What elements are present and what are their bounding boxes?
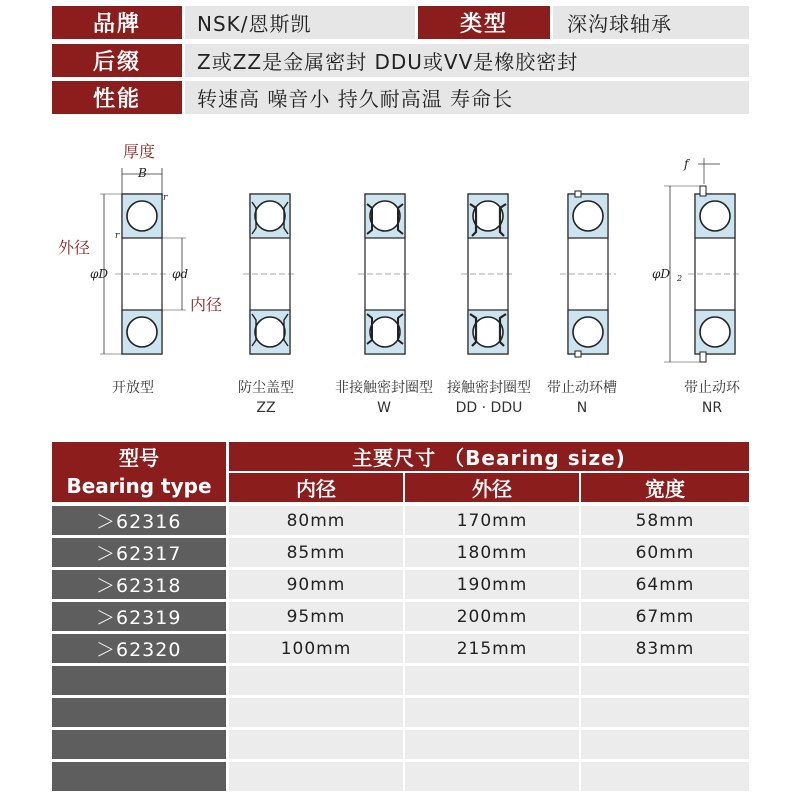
caption-ddu: 接触密封圈型 DD · DDU (447, 380, 531, 416)
row-type: ＞62318 (52, 570, 226, 599)
bearing-ddu-type (461, 194, 515, 354)
performance-value: 转速高 噪音小 持久耐高温 寿命长 (185, 81, 749, 114)
row-width: 67mm (581, 602, 749, 631)
empty-cell (581, 762, 749, 791)
empty-cell (581, 666, 749, 695)
empty-cell (581, 698, 749, 727)
row-width: 64mm (581, 570, 749, 599)
empty-cell (229, 730, 403, 759)
svg-text:2: 2 (677, 274, 683, 283)
row-type: ＞62316 (52, 506, 226, 535)
type-label: 类型 (418, 6, 550, 39)
empty-cell (581, 730, 749, 759)
row-inner: 100mm (229, 634, 403, 663)
caption-open: 开放型 (112, 380, 154, 396)
row-inner: 80mm (229, 506, 403, 535)
bearing-n-type (560, 191, 616, 357)
suffix-value: Z或ZZ是金属密封 DDU或VV是橡胶密封 (185, 44, 749, 77)
brand-label: 品牌 (52, 6, 182, 39)
caption-nr: 带止动环 NR (684, 380, 740, 416)
empty-cell (229, 666, 403, 695)
row-inner: 85mm (229, 538, 403, 567)
bearing-w-type (358, 194, 412, 354)
empty-cell (405, 762, 579, 791)
dim-f: f (684, 157, 689, 171)
row-type: ＞62317 (52, 538, 226, 567)
info-row-brand (52, 6, 749, 39)
outer-diameter-label: 外径 (58, 238, 91, 257)
col-inner-header: 内径 (229, 473, 403, 502)
svg-text:r: r (163, 193, 168, 203)
caption-w: 非接触密封圈型 W (335, 380, 433, 416)
empty-cell (52, 730, 226, 759)
col-outer-header: 外径 (405, 473, 579, 502)
dim-phiD2: φD (652, 267, 671, 281)
suffix-label: 后缀 (52, 44, 182, 77)
brand-value: NSK/恩斯凯 (185, 6, 415, 39)
row-width: 83mm (581, 634, 749, 663)
main-size-header: 主要尺寸 （Bearing size) (229, 442, 749, 471)
col-width-header: 宽度 (581, 473, 749, 502)
row-outer: 170mm (405, 506, 579, 535)
inner-diameter-label: 内径 (190, 295, 223, 314)
info-row-suffix (52, 44, 749, 77)
empty-cell (52, 666, 226, 695)
row-inner: 90mm (229, 570, 403, 599)
row-width: 60mm (581, 538, 749, 567)
row-type: ＞62320 (52, 634, 226, 663)
empty-cell (405, 698, 579, 727)
dim-phid: φd (172, 267, 189, 281)
empty-cell (229, 698, 403, 727)
empty-cell (405, 730, 579, 759)
svg-text:r: r (115, 231, 120, 241)
row-outer: 215mm (405, 634, 579, 663)
caption-n: 带止动环槽 N (547, 380, 617, 416)
type-value: 深沟球轴承 (553, 6, 749, 39)
dim-B: B (138, 166, 147, 180)
bearing-zz-type (243, 194, 297, 354)
row-outer: 190mm (405, 570, 579, 599)
row-inner: 95mm (229, 602, 403, 631)
dim-phiD: φD (90, 267, 109, 281)
col-type-header: 型号 Bearing type (52, 442, 226, 502)
row-type: ＞62319 (52, 602, 226, 631)
bearing-nr-type (652, 157, 742, 362)
info-row-performance (52, 81, 749, 114)
row-outer: 180mm (405, 538, 579, 567)
empty-cell (52, 762, 226, 791)
empty-cell (229, 762, 403, 791)
empty-cell (405, 666, 579, 695)
bearing-diagram (0, 150, 800, 400)
empty-cell (52, 698, 226, 727)
row-outer: 200mm (405, 602, 579, 631)
bearing-open-type (90, 166, 188, 354)
caption-zz: 防尘盖型 ZZ (238, 380, 294, 416)
row-width: 58mm (581, 506, 749, 535)
thickness-label: 厚度 (123, 142, 156, 161)
performance-label: 性能 (52, 81, 182, 114)
